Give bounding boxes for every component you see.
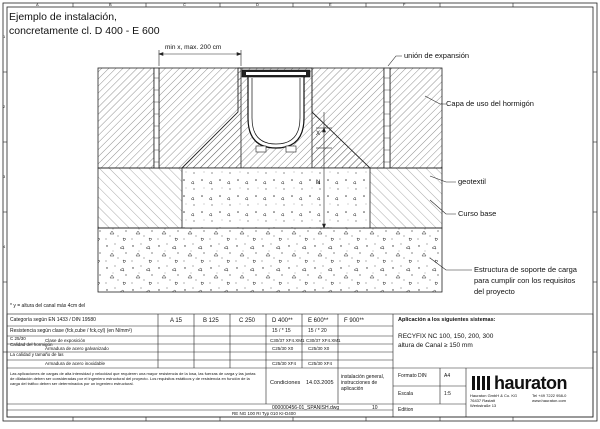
format-label: Formato DIN — [398, 373, 427, 379]
footnote: * y = altura del canal más 4cm del — [10, 303, 86, 309]
expansion-joint-left — [154, 68, 159, 168]
drawing-title-line2: concretamente cl. D 400 - E 600 — [9, 25, 160, 37]
table-notes: Las aplicaciones de cargas de alta intensidad y velocidad que requieren una mayor resistencia de la losa, las fuerzas de carga y las juntas de dilatación deben ser consideradas por el ingeniero estructural del proyecto. Los requisitos estáticos y de resistencia en función de la carga del tráfico deben ser determinados por un ingeniero estructural. — [10, 371, 256, 386]
drawing-reference: RE NG 100 RI Typ 010 KI-D400 — [232, 411, 296, 416]
support-structure-label: para cumplir con los requisitos — [474, 276, 576, 285]
exposure-d400: C30/37 XF4.XM1 — [270, 338, 305, 343]
company-phone: Tel +49 7222 958-0 — [532, 393, 567, 398]
project-label: instalación general, instrucciones de aplicación — [341, 374, 385, 392]
conditions-label: Condiciones — [270, 380, 301, 386]
company-line1: Hauraton GmbH & Co. KG — [470, 393, 518, 398]
exposure-e600: C30/37 XF4.XM1 — [306, 338, 341, 343]
brand-logo: hauraton — [494, 373, 568, 393]
frame-letter: B — [109, 2, 112, 7]
dimension-n-label: N — [316, 180, 321, 186]
frame-letter: D — [256, 2, 259, 7]
scale-value: 1:5 — [444, 391, 451, 397]
drawing-number: 000000456-01_SPANISH.dwg — [272, 405, 340, 411]
expansion-joint-label: unión de expansión — [404, 51, 470, 60]
row-stainless-label: Armadura de acero inoxidable — [45, 361, 106, 366]
trench-fill — [182, 168, 370, 228]
expansion-joint-right — [384, 68, 390, 168]
application-height: altura de Canal ≥ 150 mm — [398, 342, 473, 349]
edition-label: Edition — [398, 407, 414, 413]
class-c250: C 250 — [239, 318, 256, 324]
frame-number: 4 — [3, 244, 6, 249]
support-structure-label: Estructura de soporte de carga — [474, 265, 577, 274]
strength-e600: 15 / * 20 — [308, 328, 327, 334]
company-web: www.hauraton.com — [532, 398, 567, 403]
support-structure-label: del proyecto — [474, 287, 515, 296]
sheet-number: 10 — [372, 405, 378, 411]
stainless-d400: C25/30 XF4 — [272, 361, 297, 366]
frame-letter: E — [329, 2, 332, 7]
strength-d400: 15 / * 15 — [272, 328, 291, 334]
class-a15: A 15 — [170, 318, 183, 324]
application-systems: RECYFIX NC 100, 150, 200, 300 — [398, 333, 494, 340]
concrete-slab-left — [98, 68, 154, 168]
frame-number: 3 — [3, 174, 6, 179]
support-structure — [98, 228, 442, 292]
frame-number: 1 — [3, 34, 6, 39]
concrete-slab-right — [390, 68, 442, 168]
drainage-channel — [248, 76, 304, 148]
dimension-label: min x, max. 200 cm — [165, 44, 222, 51]
row-concrete-grade: C 25/30 — [10, 336, 26, 341]
drawing-title-line1: Ejemplo de instalación, — [9, 11, 117, 23]
dimension-x-label: X — [316, 131, 321, 137]
frame-letter: F — [403, 2, 406, 7]
application-title: Aplicación a los siguientes sistemas: — [398, 317, 496, 323]
frame-number: 2 — [3, 104, 6, 109]
galvanised-d400: C25/30 X0 — [272, 346, 294, 351]
frame-letter: A — [36, 2, 39, 7]
frame-letter: C — [183, 2, 186, 7]
row-quality-label: Calidad del hormigón — [10, 342, 53, 347]
class-b125: B 125 — [203, 318, 219, 324]
class-f900: F 900** — [344, 318, 365, 324]
drawing-date: 14.03.2005 — [306, 380, 334, 386]
geotextile-label: geotextil — [458, 177, 486, 186]
standard-label: Categoría según EN 1433 / DIN 19580 — [10, 317, 96, 323]
company-line3: Werkstraße 13 — [470, 403, 497, 408]
row-reinforcement-label: La calidad y tamaño de las — [10, 352, 64, 357]
base-course-label: Curso base — [458, 209, 497, 218]
hauraton-logo-icon — [472, 376, 490, 390]
row-galvanised-label: Armadura de acero galvanizado — [45, 346, 109, 351]
row-exposure-label: Clase de exposición — [45, 338, 86, 343]
format-value: A4 — [444, 373, 451, 379]
dimension-min-x — [159, 50, 241, 66]
concrete-surface-label: Capa de uso del hormigón — [446, 99, 534, 108]
scale-label: Escala — [398, 391, 414, 397]
class-e600: E 600** — [308, 318, 329, 324]
stainless-e600: C25/30 XF4 — [308, 361, 333, 366]
company-line2: 76437 Rastatt — [470, 398, 495, 403]
class-d400: D 400** — [272, 318, 293, 324]
galvanised-e600: C25/30 X0 — [308, 346, 330, 351]
row-strength-label: Resistencia según clase (fck,cube / fck,cyl) (en N/mm²) — [10, 328, 132, 334]
